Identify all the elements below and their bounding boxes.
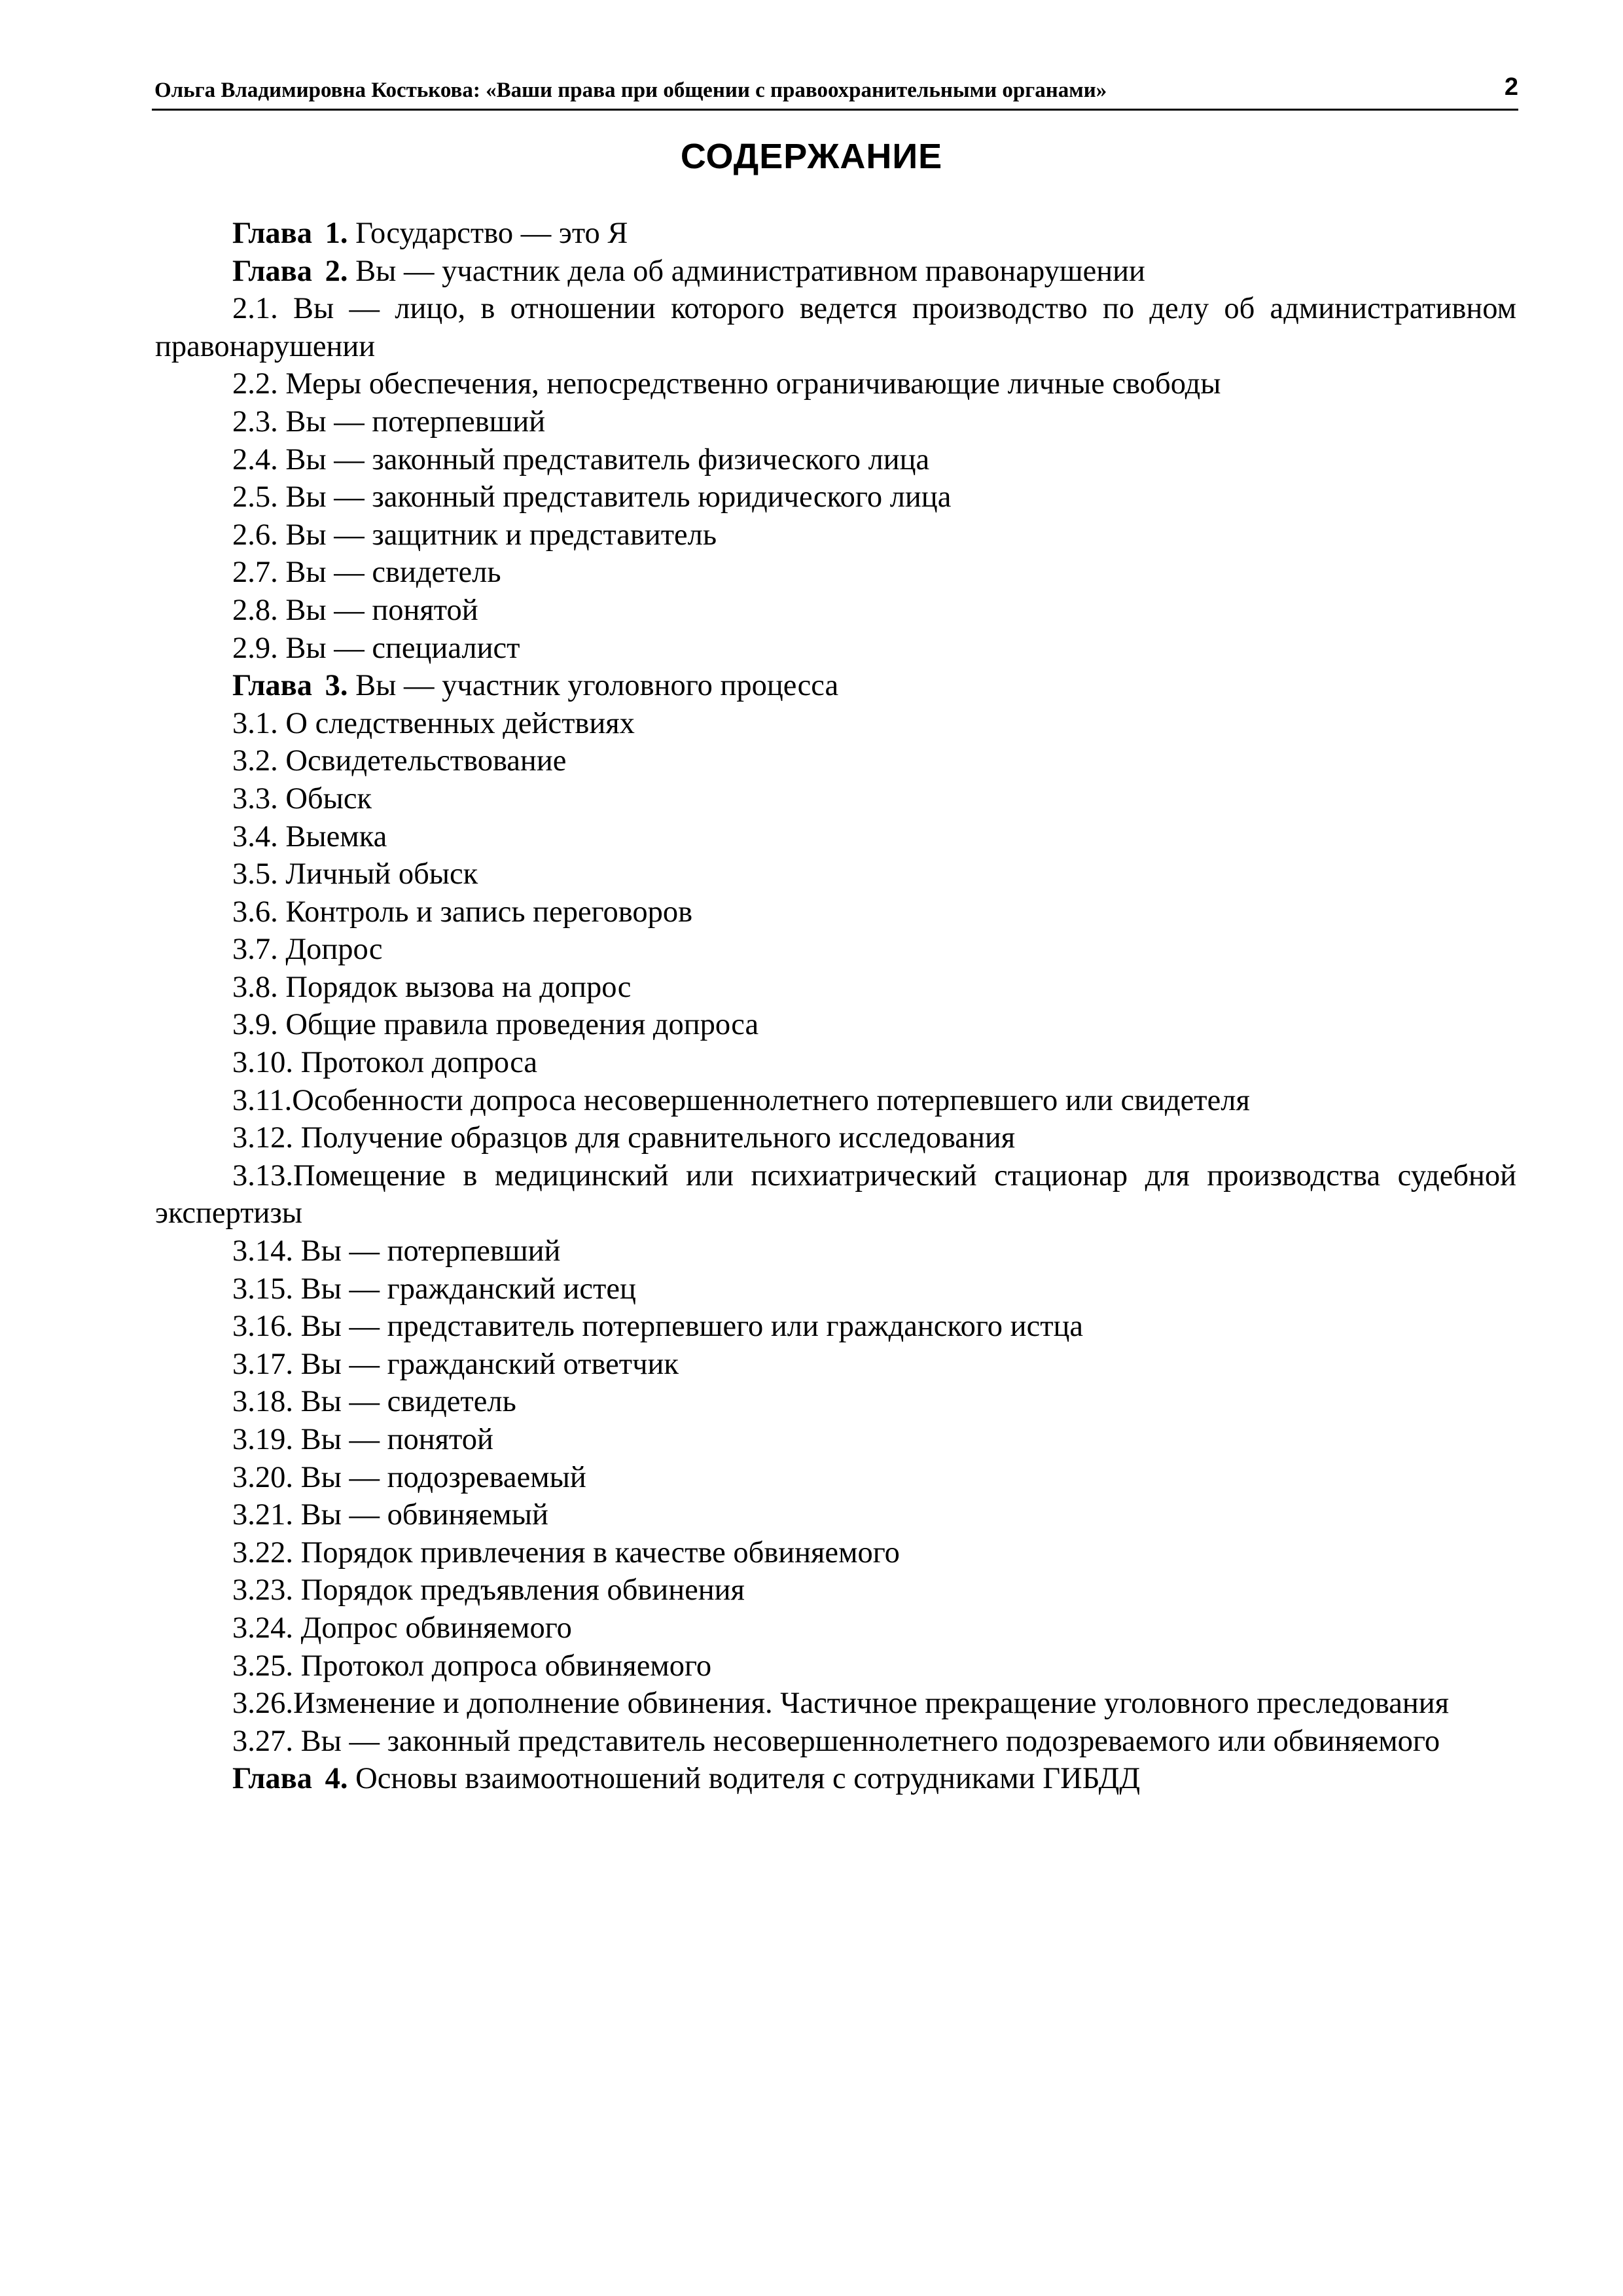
toc-section-entry	[155, 742, 1516, 780]
entry-text: 2.9. Вы — специалист	[232, 631, 520, 665]
toc-section-entry	[155, 1232, 1516, 1270]
entry-text: 3.18. Вы — свидетель	[232, 1385, 516, 1419]
toc-section-entry	[155, 1270, 1516, 1308]
entry-text: 2.2. Меры обеспечения, непосредственно ограничивающие личные свободы	[232, 367, 1221, 401]
entry-text: 3.6. Контроль и запись переговоров	[232, 895, 693, 929]
toc-title: СОДЕРЖАНИЕ	[680, 137, 943, 176]
entry-text: Государство — это Я	[355, 217, 628, 250]
toc-section-entry	[155, 403, 1516, 441]
toc-section-entry	[155, 478, 1516, 516]
chapter-label: Глава 3.	[232, 669, 348, 703]
toc-section-entry	[155, 1157, 1516, 1232]
entry-text: 3.9. Общие правила проведения допроса	[232, 1008, 759, 1042]
entry-text: 3.2. Освидетельствование	[232, 744, 567, 778]
toc-section-entry	[155, 1006, 1516, 1044]
entry-text: 3.8. Порядок вызова на допрос	[232, 970, 632, 1004]
toc-section-entry	[155, 1723, 1516, 1761]
toc-section-entry	[155, 1571, 1516, 1609]
toc-section-entry	[155, 1308, 1516, 1346]
toc-section-entry	[155, 1082, 1516, 1120]
entry-text: 3.10. Протокол допроса	[232, 1046, 538, 1080]
toc-section-entry	[155, 630, 1516, 668]
entry-text: 3.19. Вы — понятой	[232, 1423, 493, 1456]
toc-section-entry	[155, 516, 1516, 554]
entry-text: 3.15. Вы — гражданский истец	[232, 1272, 636, 1306]
toc-section-entry	[155, 441, 1516, 479]
chapter-label: Глава 1.	[232, 217, 348, 250]
chapter-label: Глава 2.	[232, 254, 348, 288]
toc-chapter-entry	[155, 253, 1516, 291]
toc-section-entry	[155, 1346, 1516, 1384]
entry-text: Вы — участник уголовного процесса	[355, 669, 839, 703]
toc-section-entry	[155, 1421, 1516, 1459]
entry-text: Вы — участник дела об административном правонарушении	[355, 254, 1145, 288]
toc-section-entry	[155, 969, 1516, 1007]
toc-section-entry	[155, 365, 1516, 403]
entry-text: 3.24. Допрос обвиняемого	[232, 1611, 572, 1645]
entry-text: 3.14. Вы — потерпевший	[232, 1234, 561, 1268]
toc-section-entry	[155, 818, 1516, 856]
entry-text: 3.23. Порядок предъявления обвинения	[232, 1573, 745, 1607]
entry-text: 3.20. Вы — подозреваемый	[232, 1460, 586, 1494]
entry-text: 3.22. Порядок привлечения в качестве обвиняемого	[232, 1535, 900, 1570]
toc-section-entry	[155, 855, 1516, 893]
entry-text: 2.6. Вы — защитник и представитель	[232, 518, 717, 552]
entry-text: 3.27. Вы — законный представитель несовершеннолетнего подозреваемого или обвиняемого	[232, 1724, 1440, 1758]
entry-text: 3.1. О следственных действиях	[232, 706, 635, 740]
toc-section-entry	[155, 780, 1516, 818]
entry-text: 3.5. Личный обыск	[232, 857, 478, 891]
toc-section-entry	[155, 1459, 1516, 1497]
chapter-label: Глава 4.	[232, 1762, 348, 1796]
toc-section-entry	[155, 1685, 1516, 1723]
entry-text: 3.26.Изменение и дополнение обвинения. Частичное прекращение уголовного преследования	[232, 1687, 1450, 1721]
entry-text: 2.1. Вы — лицо, в отношении которого ведется производство по делу об административном правонарушении	[155, 292, 1516, 363]
toc-section-entry	[155, 1496, 1516, 1534]
entry-text: 2.7. Вы — свидетель	[232, 556, 501, 590]
entry-text: 2.3. Вы — потерпевший	[232, 404, 546, 439]
toc-section-entry	[155, 1534, 1516, 1572]
toc-section-entry	[155, 1044, 1516, 1082]
toc-section-entry	[155, 290, 1516, 365]
page-header	[152, 71, 1518, 111]
entry-text: 2.8. Вы — понятой	[232, 593, 478, 627]
entry-text: 3.17. Вы — гражданский ответчик	[232, 1347, 679, 1381]
entry-text: 2.5. Вы — законный представитель юридического лица	[232, 480, 952, 514]
toc-section-entry	[155, 893, 1516, 931]
table-of-contents	[155, 215, 1516, 1798]
entry-text: 3.13.Помещение в медицинский или психиатрический стационар для производства судебной экспертизы	[155, 1158, 1516, 1230]
toc-section-entry	[155, 1383, 1516, 1421]
entry-text: 3.21. Вы — обвиняемый	[232, 1498, 548, 1532]
toc-section-entry	[155, 1647, 1516, 1685]
toc-chapter-entry	[155, 667, 1516, 705]
page-number: 2	[1504, 73, 1518, 101]
toc-section-entry	[155, 554, 1516, 592]
entry-text: 3.3. Обыск	[232, 781, 372, 816]
entry-text: Основы взаимоотношений водителя с сотрудниками ГИБДД	[355, 1762, 1141, 1796]
entry-text: 3.11.Особенности допроса несовершеннолетнего потерпевшего или свидетеля	[232, 1083, 1250, 1117]
toc-section-entry	[155, 1119, 1516, 1157]
toc-chapter-entry	[155, 215, 1516, 253]
entry-text: 3.25. Протокол допроса обвиняемого	[232, 1649, 712, 1683]
running-header-title: Ольга Владимировна Костькова: «Ваши права при общении с правоохранительными органами»	[154, 79, 1107, 102]
toc-section-entry	[155, 1609, 1516, 1647]
toc-section-entry	[155, 705, 1516, 743]
toc-section-entry	[155, 592, 1516, 630]
entry-text: 3.4. Выемка	[232, 819, 387, 853]
entry-text: 2.4. Вы — законный представитель физического лица	[232, 442, 930, 476]
entry-text: 3.16. Вы — представитель потерпевшего или гражданского истца	[232, 1310, 1084, 1344]
toc-section-entry	[155, 931, 1516, 969]
entry-text: 3.7. Допрос	[232, 933, 383, 967]
entry-text: 3.12. Получение образцов для сравнительного исследования	[232, 1121, 1016, 1155]
toc-chapter-entry	[155, 1760, 1516, 1798]
